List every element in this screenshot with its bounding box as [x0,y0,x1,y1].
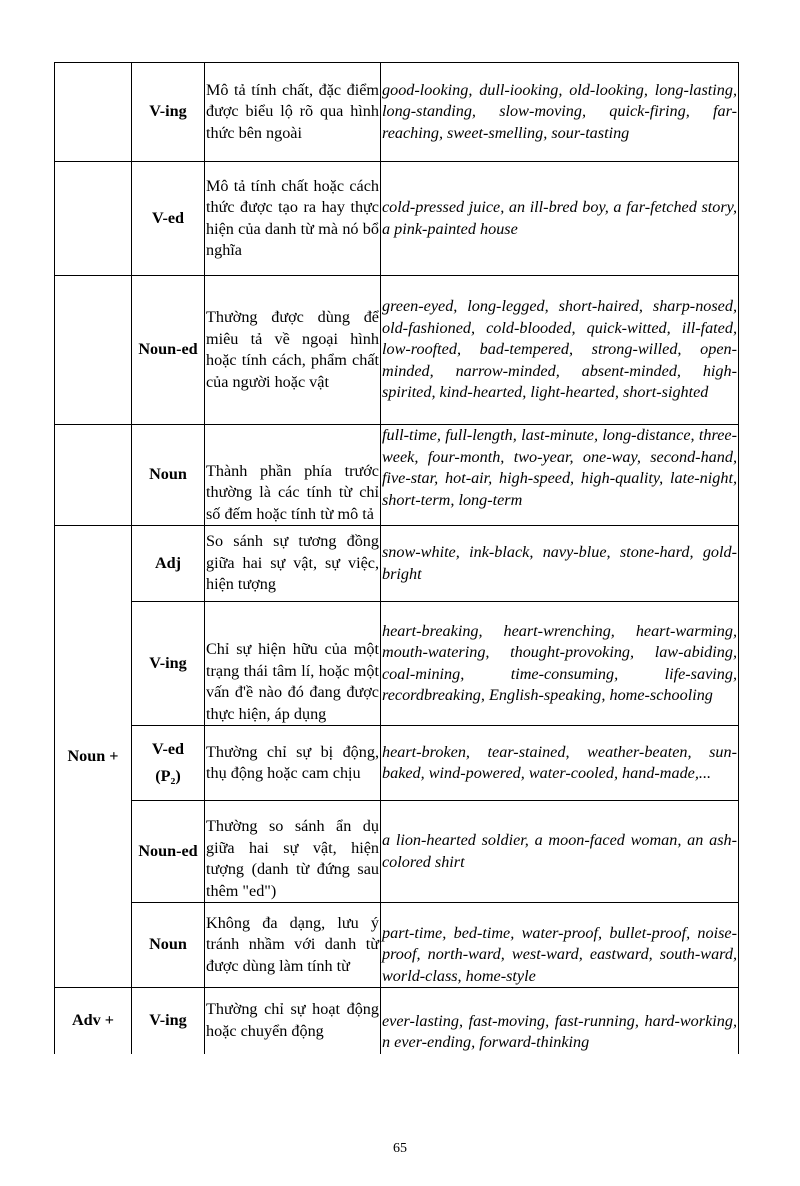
description-cell: Thường chỉ sự hoạt động hoặc chuyển động [205,988,381,1054]
examples-cell: heart-broken, tear-stained, weather-beaten, sun-baked, wind-powered, water-cooled, hand-made,... [381,726,739,801]
description-cell: Không đa dạng, lưu ý tránh nhầm với danh từ được dùng làm tính từ [205,903,381,988]
category-noun: Noun + [55,526,132,988]
subtype-cell: V-ed [132,162,205,276]
description-cell: Thường chỉ sự bị động, thụ động hoặc cam chịu [205,726,381,801]
examples-cell: a lion-hearted soldier, a moon-faced woman, an ash-colored shirt [381,801,739,903]
table-row [55,988,739,1054]
examples-cell: snow-white, ink-black, navy-blue, stone-hard, gold-bright [381,526,739,602]
subtype-text: V-ed [151,739,185,758]
page-number: 65 [393,1141,407,1156]
examples-cell: cold-pressed juice, an ill-bred boy, a far-fetched story, a pink-painted house [381,162,739,276]
examples-cell: good-looking, dull-iooking, old-looking, long-lasting, long-standing, slow-moving, quick-firing, far-reaching, sweet-smelling, sour-tasting [381,63,739,162]
subtype-cell: Noun-ed [132,801,205,903]
examples-cell: part-time, bed-time, water-proof, bullet-proof, noise-proof, north-ward, west-ward, eastward, south-ward, world-class, home-style [381,903,739,988]
table-row [55,602,739,726]
category-cell-empty [55,63,132,162]
subtype-cell: Adj [132,526,205,602]
table-row [55,801,739,903]
table-row [55,903,739,988]
description-cell: Thường so sánh ẩn dụ giữa hai sự vật, hiện tượng (danh từ đứng sau thêm "ed") [205,801,381,903]
examples-cell [381,425,739,526]
table-row [55,726,739,801]
subtype-cell: Noun [132,425,205,526]
description-cell: Thành phần phía trước thường là các tính từ chỉ số đếm hoặc tính từ mô tả [205,425,381,526]
examples-cell: heart-breaking, heart-wrenching, heart-warming, mouth-watering, thought-provoking, law-abiding, coal-mining, time-consuming, life-saving, recordbreaking, English-speaking, home-schooling [381,602,739,726]
examples-cell: green-eyed, long-legged, short-haired, sharp-nosed, old-fashioned, cold-blooded, quick-witted, ill-fated, low-roofted, bad-tempered, strong-willed, open-minded, narrow-minded, absent-minded, high-spirited, kind-hearted, light-hearted, short-sighted [381,276,739,425]
category-cell-empty [55,425,132,526]
description-cell: So sánh sự tương đồng giữa hai sự vật, sự việc, hiện tượng [205,526,381,602]
subtype-cell: V-ing [132,602,205,726]
table-row [55,526,739,602]
description-cell: Mô tả tính chất, đặc điểm được biểu lộ rõ qua hình thức bên ngoài [205,63,381,162]
table-row [55,276,739,425]
table-row [55,425,739,526]
subtype-cell: V-ing [132,63,205,162]
category-adv: Adv + [55,988,132,1054]
subtype-cell: Noun [132,903,205,988]
category-cell-empty [55,276,132,425]
description-cell: Mô tả tính chất hoặc cách thức được tạo ra hay thực hiện của danh từ mà nó bổ nghĩa [205,162,381,276]
examples-text: full-time, full-length, last-minute, long-distance, three-week, four-month, two-year, one-way, second-hand, five-star, hot-air, high-speed, high-quality, late-night, short-term, long-term [382,426,737,509]
grammar-table [54,62,739,1054]
description-text: Thường được dùng để miêu tả về ngoại hình hoặc tính cách, phẩm chất của người hoặc vật [206,308,379,391]
description-cell [205,276,381,425]
subtype-cell [132,726,205,801]
table-row [55,63,739,162]
subtype-cell: V-ing [132,988,205,1054]
table-row [55,162,739,276]
category-cell-empty [55,162,132,276]
subtype-cell: Noun-ed [132,276,205,425]
subtype-note: (P₂) [155,767,181,785]
description-cell: Chỉ sự hiện hữu của một trạng thái tâm lí, hoặc một vấn đ'ề nào đó đang được thực hiện, áp dụng [205,602,381,726]
examples-cell: ever-lasting, fast-moving, fast-running, hard-working, n ever-ending, forward-thinking [381,988,739,1054]
